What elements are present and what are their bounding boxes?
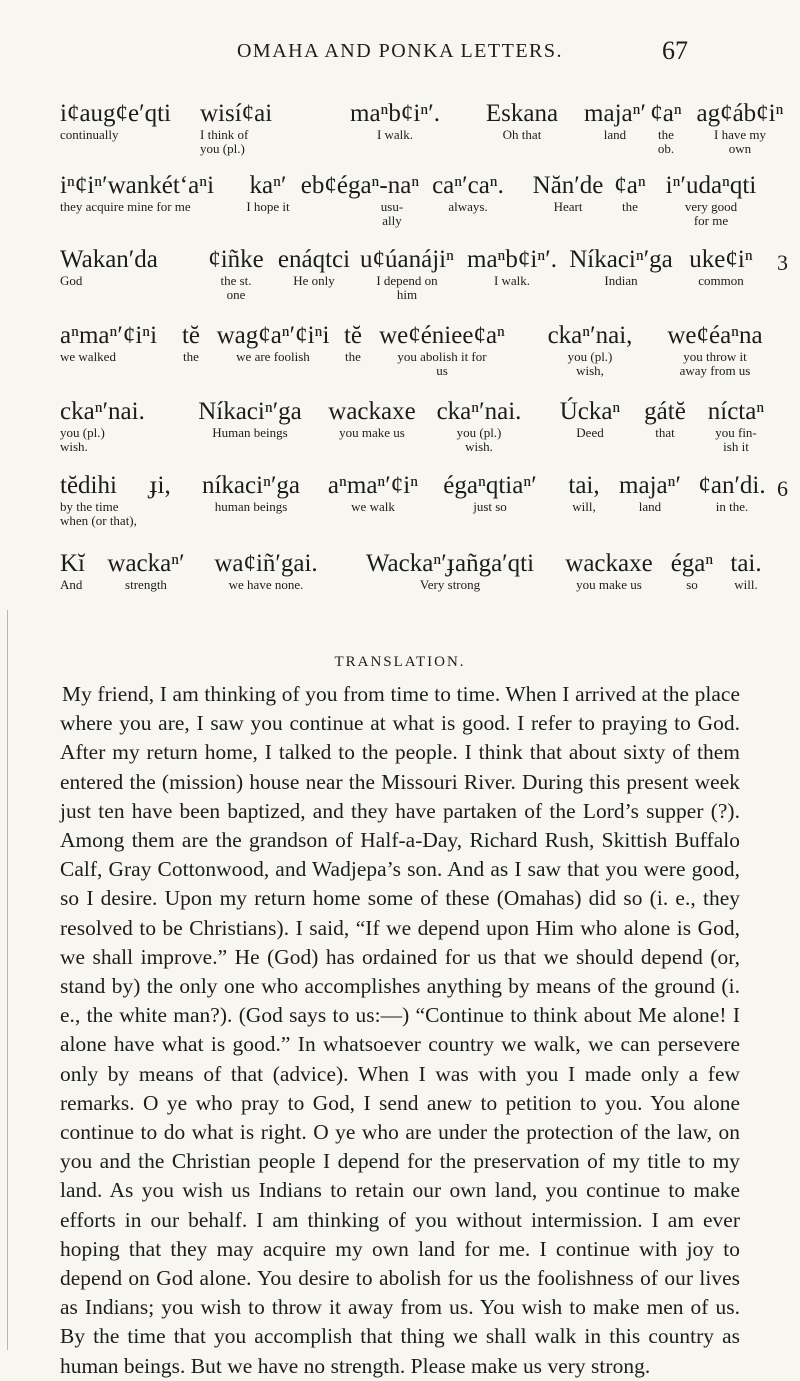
gloss: will. (734, 577, 758, 592)
line-number: 6 (777, 476, 788, 501)
word-7-3 (206, 550, 326, 592)
gloss: you (pl.) (456, 425, 502, 440)
gloss: I hope it (246, 199, 290, 214)
gloss: so (686, 577, 698, 592)
gloss: I walk. (493, 273, 531, 288)
omaha-word: ȼan′di. (698, 472, 766, 499)
omaha-word: égaⁿqtiaⁿ′ (443, 472, 537, 499)
omaha-word: Wackaⁿ′ɟañga′qti (365, 550, 535, 577)
omaha-word: enáqtci (277, 246, 351, 273)
gloss: I have my (714, 127, 766, 142)
omaha-word: níkaciⁿ′ga (201, 472, 301, 499)
omaha-word: Năn′de (532, 172, 604, 199)
omaha-word: Níkaciⁿ′ga (569, 246, 673, 273)
omaha-word: tai. (730, 550, 762, 577)
word-1-1 (60, 100, 171, 142)
word-3-5 (462, 246, 562, 288)
gloss: that (655, 425, 675, 440)
gloss: Heart (553, 199, 583, 214)
omaha-word: gátĕ (644, 398, 686, 425)
word-2-2 (238, 172, 298, 214)
gloss: by the time (60, 499, 119, 514)
word-4-2 (176, 322, 206, 364)
gloss-continuation: wish. (465, 439, 493, 454)
omaha-word: majaⁿ′ (584, 100, 646, 127)
word-7-7 (716, 550, 776, 592)
gloss: I depend on (376, 273, 438, 288)
word-5-3 (316, 398, 428, 440)
word-6-3 (186, 472, 316, 514)
gloss: Oh that (502, 127, 542, 142)
gloss-continuation: one (226, 287, 246, 302)
word-5-7 (696, 398, 776, 454)
omaha-word: wagȼaⁿ′ȼiⁿi (216, 322, 330, 349)
omaha-word: wackaⁿ′ (107, 550, 185, 577)
omaha-word: wisíȼai (200, 100, 273, 127)
word-4-5 (372, 322, 512, 378)
gloss-continuation: when (or that), (60, 513, 137, 528)
word-1-6 (646, 100, 686, 156)
omaha-word: wackaxe (565, 550, 653, 577)
page-edge-rule (7, 610, 8, 1350)
gloss: we are foolish (236, 349, 310, 364)
word-5-1 (60, 398, 145, 454)
omaha-word: maⁿbȼiⁿ′. (350, 100, 440, 127)
omaha-word: Wakan′da (60, 246, 158, 273)
gloss-continuation: for me (693, 213, 729, 228)
gloss: Human beings (212, 425, 288, 440)
omaha-word: maⁿbȼiⁿ′. (467, 246, 557, 273)
word-3-1 (60, 246, 158, 288)
word-6-2 (140, 472, 180, 500)
word-5-5 (550, 398, 630, 440)
gloss: the (345, 349, 361, 364)
omaha-word: Kĭ (60, 550, 85, 577)
gloss-continuation: us (436, 363, 448, 378)
word-4-7 (650, 322, 780, 378)
omaha-word: ckaⁿ′nai. (436, 398, 522, 425)
omaha-word: ɟi, (149, 472, 171, 499)
gloss: I think of (200, 127, 249, 142)
word-1-3 (340, 100, 450, 142)
omaha-word: Níkaciⁿ′ga (198, 398, 302, 425)
word-6-8 (690, 472, 774, 514)
word-3-7 (676, 246, 766, 288)
word-7-6 (664, 550, 720, 592)
omaha-word: tĕ (343, 322, 363, 349)
word-2-1 (60, 172, 214, 214)
omaha-word: iȼaugȼe′qti (60, 100, 171, 127)
word-2-4 (418, 172, 518, 214)
omaha-word: uȼúanájiⁿ (360, 246, 454, 273)
gloss-continuation: ob. (657, 141, 675, 156)
gloss-continuation: ish it (723, 439, 749, 454)
gloss: He only (293, 273, 335, 288)
running-title: OMAHA AND PONKA LETTERS. (236, 40, 564, 62)
omaha-word: aⁿmaⁿ′ȼiⁿi (60, 322, 158, 349)
omaha-word: égaⁿ (670, 550, 714, 577)
omaha-word: weȼénieeȼaⁿ (379, 322, 505, 349)
page-number: 67 (662, 36, 688, 65)
word-3-2 (196, 246, 276, 302)
word-1-5 (574, 100, 656, 142)
gloss-continuation: ally (382, 213, 402, 228)
gloss: they acquire mine for me (60, 199, 191, 214)
omaha-word: wackaxe (328, 398, 416, 425)
word-2-5 (528, 172, 608, 214)
gloss: Deed (576, 425, 604, 440)
gloss: land (638, 499, 662, 514)
word-4-3 (208, 322, 338, 364)
word-3-4 (352, 246, 462, 302)
gloss: the st. (220, 273, 252, 288)
translation-heading: TRANSLATION. (334, 654, 466, 670)
gloss: human beings (214, 499, 288, 514)
gloss: in the. (715, 499, 749, 514)
word-2-7 (656, 172, 766, 228)
word-1-2 (200, 100, 272, 156)
word-1-7 (690, 100, 790, 156)
omaha-word: ȼiñke (208, 246, 264, 273)
omaha-word: waȼiñ′gai. (214, 550, 318, 577)
gloss: we walk (351, 499, 395, 514)
word-6-5 (430, 472, 550, 514)
gloss: you abolish it for (397, 349, 487, 364)
word-6-4 (318, 472, 428, 514)
gloss: usu- (380, 199, 404, 214)
gloss: will, (572, 499, 596, 514)
gloss: the (183, 349, 199, 364)
word-4-6 (540, 322, 640, 378)
word-7-2 (96, 550, 196, 592)
omaha-word: iⁿȼiⁿ′wankét‘aⁿi (60, 172, 215, 199)
omaha-word: iⁿ′udaⁿqti (665, 172, 757, 199)
line-number: 3 (777, 250, 788, 275)
omaha-word: ebȼégaⁿ-naⁿ (300, 172, 420, 199)
gloss: And (60, 577, 83, 592)
gloss-continuation: own (728, 141, 752, 156)
gloss-continuation: wish. (60, 439, 88, 454)
gloss-continuation: away from us (679, 363, 751, 378)
word-3-6 (566, 246, 676, 288)
gloss: God (60, 273, 83, 288)
gloss: you (pl.) (60, 425, 105, 440)
word-5-2 (180, 398, 320, 440)
omaha-word: Úckaⁿ (559, 398, 621, 425)
word-7-4 (360, 550, 540, 592)
omaha-word: níctaⁿ (707, 398, 765, 425)
omaha-word: tĕdihi (60, 472, 117, 499)
omaha-word: ȼaⁿ (650, 100, 682, 127)
word-1-4 (472, 100, 572, 142)
gloss: land (603, 127, 627, 142)
gloss: continually (60, 127, 119, 142)
word-5-4 (424, 398, 534, 454)
word-6-1 (60, 472, 137, 528)
gloss: you make us (576, 577, 642, 592)
word-6-6 (554, 472, 614, 514)
word-6-7 (608, 472, 692, 514)
gloss: very good (684, 199, 738, 214)
word-4-1 (60, 322, 157, 364)
gloss-continuation: wish, (576, 363, 604, 378)
gloss: you throw it (683, 349, 747, 364)
gloss: Very strong (419, 577, 481, 592)
gloss: I walk. (376, 127, 414, 142)
gloss: common (698, 273, 744, 288)
omaha-word: kaⁿ′ (249, 172, 287, 199)
gloss: we walked (60, 349, 116, 364)
omaha-word: ukeȼiⁿ (689, 246, 753, 273)
running-head (0, 36, 800, 76)
gloss: the (658, 127, 674, 142)
omaha-word: agȼábȼiⁿ (696, 100, 784, 127)
omaha-word: caⁿ′caⁿ. (432, 172, 504, 199)
word-4-4 (338, 322, 368, 364)
word-7-1 (60, 550, 85, 592)
gloss: you (pl.) (567, 349, 613, 364)
omaha-word: majaⁿ′ (619, 472, 681, 499)
gloss: you make us (339, 425, 405, 440)
gloss: Indian (604, 273, 638, 288)
gloss-continuation: you (pl.) (200, 141, 245, 156)
gloss: you fin- (715, 425, 757, 440)
omaha-word: aⁿmaⁿ′ȼiⁿ (327, 472, 419, 499)
omaha-word: ckaⁿ′nai. (60, 398, 145, 425)
word-2-6 (610, 172, 650, 214)
gloss: just so (473, 499, 507, 514)
omaha-word: weȼéaⁿna (667, 322, 763, 349)
gloss: the (622, 199, 638, 214)
word-7-5 (554, 550, 664, 592)
gloss-continuation: him (396, 287, 418, 302)
gloss: always. (448, 199, 488, 214)
word-3-3 (274, 246, 354, 288)
omaha-word: tĕ (181, 322, 201, 349)
gloss: strength (125, 577, 167, 592)
gloss: we have none. (228, 577, 304, 592)
translation-paragraph: My friend, I am thinking of you from time to time. When I arrived at the place where you are, I saw you continue at what is good. I refer to praying to God. After my return home, I talked to the people. I think that about sixty of them entered the (mission) house near the Missouri River. During this present week just ten have been baptized, and they have partaken of the Lord’s supper (?). Among them are the grandson of Half-a-Day, Richard Rush, Skittish Buffalo Calf, Gray Cottonwood, and Wadjepa’s son. And as I saw that you were good, so I desire. Upon my return home some of these (Omahas) did so (i. e., they resolved to be Christians). I said, “If we depend upon Him who alone is God, we shall improve.” He (God) has ordained for us that we should depend (or, stand by) the only one who accomplishes anything by means of the ground (i. e., the white man?). (God says to us:—) “Continue to think about Me alone! I alone have what is good.” In whatsoever country we walk, we can persevere only by means of that (advice). When I was with you I made only a few remarks. O ye who pray to God, I send anew to petition to you. You alone continue to do what is right. O ye who are under the protection of the law, on you and the Christian people I depend for the preservation of my title to my land. As you wish us Indians to retain our own land, you continue to make efforts in our behalf. I am thinking of you without intermission. I am ever hoping that they may acquire my own land for me. I continue with joy to depend on God alone. You desire to abolish for us the foolishness of our lives as Indians; you wish to throw it away from us. You wish to make men of us. By the time that you accomplish that thing we shall walk in this country as human beings. But we have no strength. Please make us very strong. (60, 682, 740, 1378)
omaha-word: ȼaⁿ (614, 172, 646, 199)
word-2-3 (290, 172, 430, 228)
word-5-6 (630, 398, 700, 440)
omaha-word: tai, (568, 472, 600, 499)
omaha-word: ckaⁿ′nai, (547, 322, 633, 349)
omaha-word: Eskana (485, 100, 559, 127)
